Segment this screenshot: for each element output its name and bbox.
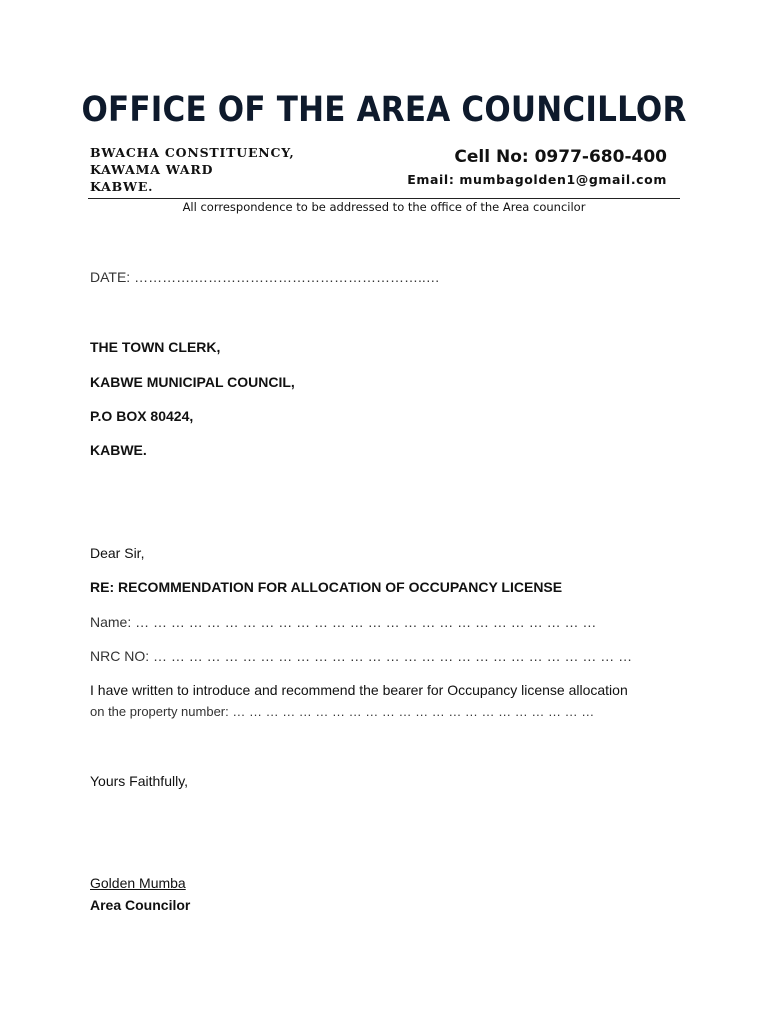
nrc-field-line: NRC NO: … … … … … … … … … … … … … … … … … … … … … … … … … … … bbox=[90, 648, 633, 664]
recipient-line-1: THE TOWN CLERK, bbox=[90, 339, 221, 355]
cell-number: Cell No: 0977-680-400 bbox=[454, 147, 667, 167]
signatory-title: Area Councilor bbox=[90, 897, 191, 913]
body-text-line-1: I have written to introduce and recommend the bearer for Occupancy license allocation bbox=[90, 682, 628, 698]
email-address: Email: mumbagolden1@gmail.com bbox=[407, 172, 667, 187]
recipient-line-2: KABWE MUNICIPAL COUNCIL, bbox=[90, 374, 295, 390]
salutation: Dear Sir, bbox=[90, 545, 145, 561]
date-line: DATE: ………….…………………………………………..… bbox=[90, 269, 440, 285]
letterhead-title: OFFICE OF THE AREA COUNCILLOR bbox=[81, 89, 687, 131]
correspondence-note: All correspondence to be addressed to the office of the Area councilor bbox=[182, 200, 586, 214]
recipient-line-4: KABWE. bbox=[90, 442, 147, 458]
body-text-line-2: on the property number: … … … … … … … … … … … … … … … … … … … … … … bbox=[90, 704, 595, 719]
closing: Yours Faithfully, bbox=[90, 773, 189, 789]
address-line-town: KABWE. bbox=[90, 179, 154, 194]
header-divider bbox=[88, 198, 680, 199]
subject-line: RE: RECOMMENDATION FOR ALLOCATION OF OCCUPANCY LICENSE bbox=[90, 579, 563, 595]
signatory-name: Golden Mumba bbox=[90, 875, 186, 891]
name-field-line: Name: … … … … … … … … … … … … … … … … … … … … … … … … … … bbox=[90, 614, 597, 630]
address-line-constituency: BWACHA CONSTITUENCY, bbox=[90, 145, 295, 160]
address-line-ward: KAWAMA WARD bbox=[90, 162, 214, 177]
recipient-line-3: P.O BOX 80424, bbox=[90, 408, 194, 424]
